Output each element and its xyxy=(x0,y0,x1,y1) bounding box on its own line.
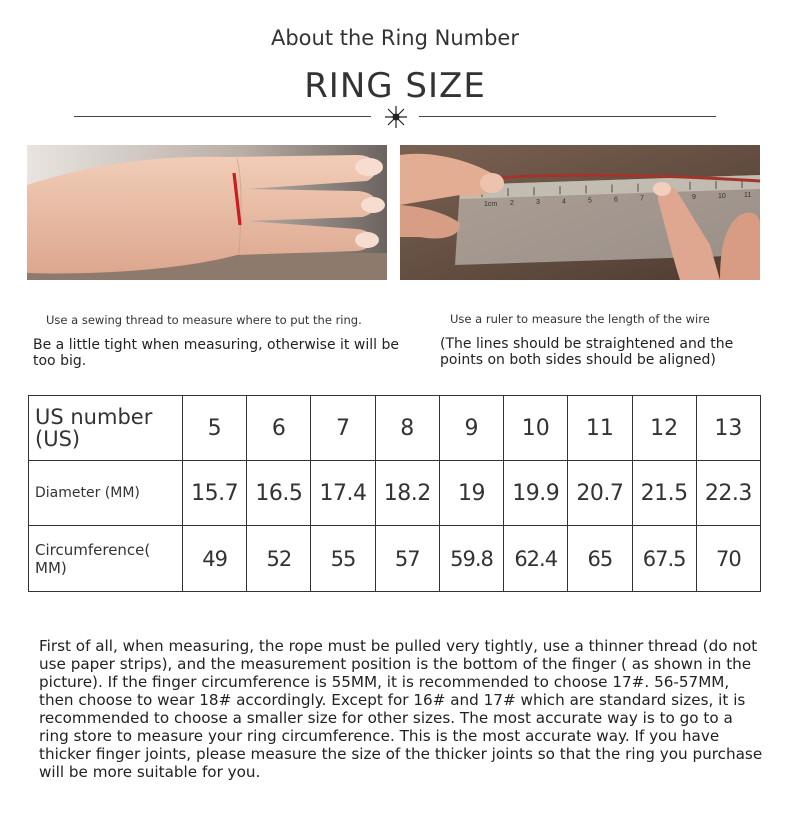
table-cell: 8 xyxy=(375,396,439,461)
table-cell: 21.5 xyxy=(632,461,696,526)
table-cell: 55 xyxy=(311,526,375,592)
table-cell: 11 xyxy=(568,396,632,461)
table-cell: 59.8 xyxy=(439,526,503,592)
table-cell: 65 xyxy=(568,526,632,592)
divider-right xyxy=(419,116,716,117)
table-cell: 9 xyxy=(439,396,503,461)
caption-ruler: Use a ruler to measure the length of the wire xyxy=(450,312,710,326)
table-cell: 7 xyxy=(311,396,375,461)
row-label-us-number: US number (US) xyxy=(29,396,183,461)
caption-thread: Use a sewing thread to measure where to put the ring. xyxy=(46,313,362,327)
table-cell: 12 xyxy=(632,396,696,461)
ruler-tick-label: 5 xyxy=(588,197,592,205)
ruler-tick-label: 9 xyxy=(692,193,696,201)
table-cell: 6 xyxy=(247,396,311,461)
ruler-tick-label: 2 xyxy=(510,200,514,208)
ruler-illustration xyxy=(400,145,760,280)
table-cell: 17.4 xyxy=(311,461,375,526)
table-row-diameter xyxy=(29,461,761,526)
table-cell: 22.3 xyxy=(696,461,760,526)
table-row-circumference xyxy=(29,526,761,592)
note-straighten: (The lines should be straightened and the points on both sides should be aligned) xyxy=(440,336,734,368)
table-cell: 20.7 xyxy=(568,461,632,526)
sparkle-icon xyxy=(385,106,407,128)
table-cell: 62.4 xyxy=(504,526,568,592)
table-cell: 5 xyxy=(183,396,247,461)
table-cell: 15.7 xyxy=(183,461,247,526)
table-cell: 13 xyxy=(696,396,760,461)
ruler-tick-label: 10 xyxy=(718,192,726,200)
note-tight: Be a little tight when measuring, otherwise it will be too big. xyxy=(33,337,399,369)
table-cell: 49 xyxy=(183,526,247,592)
table-cell: 10 xyxy=(504,396,568,461)
table-cell: 70 xyxy=(696,526,760,592)
ruler-measure-photo xyxy=(400,145,760,280)
ruler-tick-label: 11 xyxy=(744,192,752,199)
hand-thread-photo xyxy=(27,145,387,280)
ruler-tick-label: 4 xyxy=(562,198,566,206)
ruler-tick-label: 3 xyxy=(536,199,540,207)
row-label-circumference: Circumference( MM) xyxy=(29,526,183,592)
subtitle: About the Ring Number xyxy=(270,26,519,50)
ruler-tick-label: 6 xyxy=(614,196,618,204)
measurement-instructions: First of all, when measuring, the rope must be pulled very tightly, use a thinner thread (do not use paper strips), and the measurement position is the bottom of the finger ( as shown in the picture). If the finger circumference is 55MM, it is recommended to choose 17#. 56-57MM, then choose to wear 18# accordingly. Except for 16# and 17# which are standard sizes, it is recommended to choose a smaller size for other sizes. The most accurate way is to go to a ring store to measure your ring circumference. This is the most accurate way. If you have thicker finger joints, please measure the size of the thicker joints so that the ring you purchase will be more suitable for you. xyxy=(39,637,763,781)
table-cell: 52 xyxy=(247,526,311,592)
hand-thread-illustration xyxy=(27,145,387,280)
row-label-diameter: Diameter (MM) xyxy=(29,461,183,526)
divider-left xyxy=(74,116,371,117)
ruler-tick-label: 7 xyxy=(640,195,644,203)
table-row-us-number xyxy=(29,396,761,461)
table-cell: 57 xyxy=(375,526,439,592)
page-title: RING SIZE xyxy=(304,66,486,106)
table-cell: 19 xyxy=(439,461,503,526)
table-cell: 19.9 xyxy=(504,461,568,526)
ruler-tick-label: 1cm xyxy=(484,201,498,208)
table-cell: 16.5 xyxy=(247,461,311,526)
table-cell: 67.5 xyxy=(632,526,696,592)
ring-size-table xyxy=(28,395,761,592)
table-cell: 18.2 xyxy=(375,461,439,526)
